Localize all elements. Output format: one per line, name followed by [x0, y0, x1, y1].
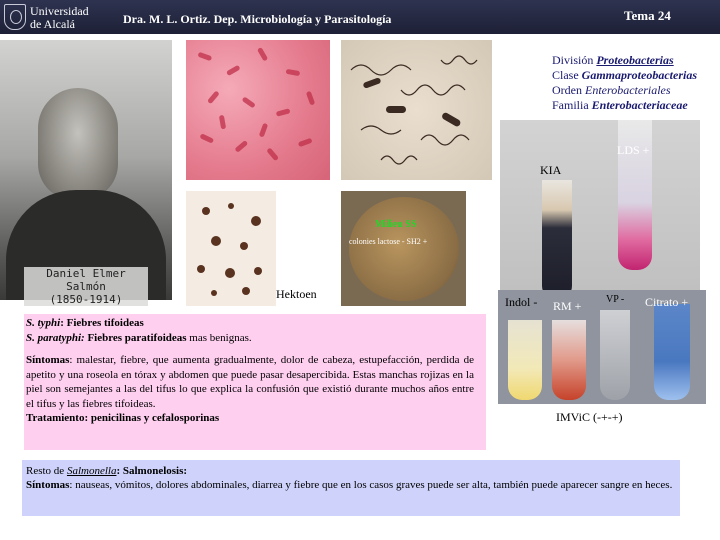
- header-bar: [0, 0, 720, 34]
- sintomas-label: Síntomas: [26, 354, 70, 366]
- typhi-text: : Fiebres tifoideas: [60, 317, 144, 329]
- hektoen-label: Hektoen: [276, 287, 317, 301]
- resto-sintomas-text: : nauseas, vómitos, dolores abdominales, diarrea y fiebre que en los casos graves puede ser alta, también puede aparecer sangre en heces.: [69, 479, 673, 491]
- familia-name: Enterobacteriaceae: [591, 98, 688, 112]
- sintomas-text: : malestar, fiebre, que aumenta gradualmente, dolor de cabeza, estupefacción, perdida de apetito y una roseola en tórax y abdomen que puede pasar desapercibida. Estas manchas rojizas en la piel son semejantes a las del tifus lo que explica la confusión que existió durante muchos años entre el tifus y las fiebres tifoideas.: [26, 354, 474, 410]
- salmonelosis-info-text: [26, 464, 676, 492]
- citrato-label: Citrato +: [645, 295, 689, 309]
- typhi-name: S. typhi: [26, 317, 61, 329]
- author-label: Dra. M. L. Ortiz. Dep. Microbiología y Parasitología: [123, 12, 392, 26]
- resto-sintomas: [26, 478, 676, 492]
- flagella-photo: [341, 40, 492, 180]
- tema-label: Tema 24: [624, 8, 671, 23]
- kia-tube: [542, 180, 572, 300]
- clase-name: Gammaproteobacterias: [581, 68, 697, 82]
- clase-prefix: Clase: [552, 68, 582, 82]
- lds-label: LDS +: [617, 143, 650, 157]
- plate-title: Milieu SS: [375, 219, 417, 230]
- paratyphi-line: [26, 331, 474, 346]
- tratamiento-label: Tratamiento: [26, 412, 85, 424]
- sintomas-paragraph: [26, 353, 474, 411]
- portrait-name: Daniel Elmer Salmón: [46, 267, 126, 293]
- portrait-head: [38, 88, 118, 200]
- petri-dish: [349, 197, 459, 301]
- gram-stain-photo: [186, 40, 330, 180]
- rm-label: RM +: [553, 299, 582, 313]
- ss-plate-photo: [341, 191, 466, 306]
- kia-tubes-photo: [500, 120, 700, 300]
- resto-line: [26, 464, 676, 478]
- crest-icon: [4, 4, 26, 30]
- portrait-years: (1850-1914): [49, 293, 123, 306]
- resto-suffix: : Salmonelosis:: [116, 465, 188, 477]
- colonies-drawing: [186, 191, 276, 306]
- orden-name: Enterobacteriales: [585, 83, 671, 97]
- gram-stain-rods: [186, 40, 330, 180]
- paratyphi-name: S. paratyphi:: [26, 331, 85, 344]
- plate-subtitle: colonies lactose - SH2 +: [349, 237, 428, 246]
- citrato-tube: [654, 304, 690, 400]
- rm-tube: [552, 320, 586, 400]
- taxonomy-block: [552, 53, 697, 113]
- taxonomy-division: [552, 53, 697, 68]
- resto-sintomas-label: Síntomas: [26, 479, 70, 491]
- flagella-drawing: [341, 40, 492, 180]
- division-prefix: División: [552, 53, 597, 67]
- imvic-caption: IMViC (-+-+): [556, 410, 623, 424]
- portrait-caption: [24, 267, 148, 306]
- resto-prefix: Resto de: [26, 465, 67, 477]
- paratyphi-rest: mas benignas.: [186, 331, 252, 344]
- vp-tube: [600, 310, 630, 400]
- typhoid-info-text: [26, 316, 474, 426]
- resto-genus: Salmonella: [66, 465, 117, 477]
- indol-label: Indol -: [505, 295, 538, 309]
- logo-line1: Universidad: [30, 4, 89, 18]
- taxonomy-orden: [552, 83, 697, 98]
- orden-prefix: Orden: [552, 83, 585, 97]
- tratamiento-line: [26, 411, 474, 426]
- logo-line2: de Alcalá: [30, 17, 75, 31]
- university-logo: [4, 3, 104, 31]
- taxonomy-clase: [552, 68, 697, 83]
- hektoen-colonies-photo: [186, 191, 276, 306]
- taxonomy-familia: [552, 98, 697, 113]
- tratamiento-text: : penicilinas y cefalosporinas: [84, 412, 220, 424]
- typhi-line: [26, 316, 474, 331]
- portrait-photo: [0, 40, 172, 300]
- vp-label: VP -: [606, 294, 625, 305]
- paratyphi-bold: Fiebres paratifoideas: [84, 331, 187, 344]
- indol-tube: [508, 320, 542, 400]
- familia-prefix: Familia: [552, 98, 592, 112]
- kia-label: KIA: [540, 163, 562, 177]
- division-name: Proteobacterias: [596, 53, 674, 67]
